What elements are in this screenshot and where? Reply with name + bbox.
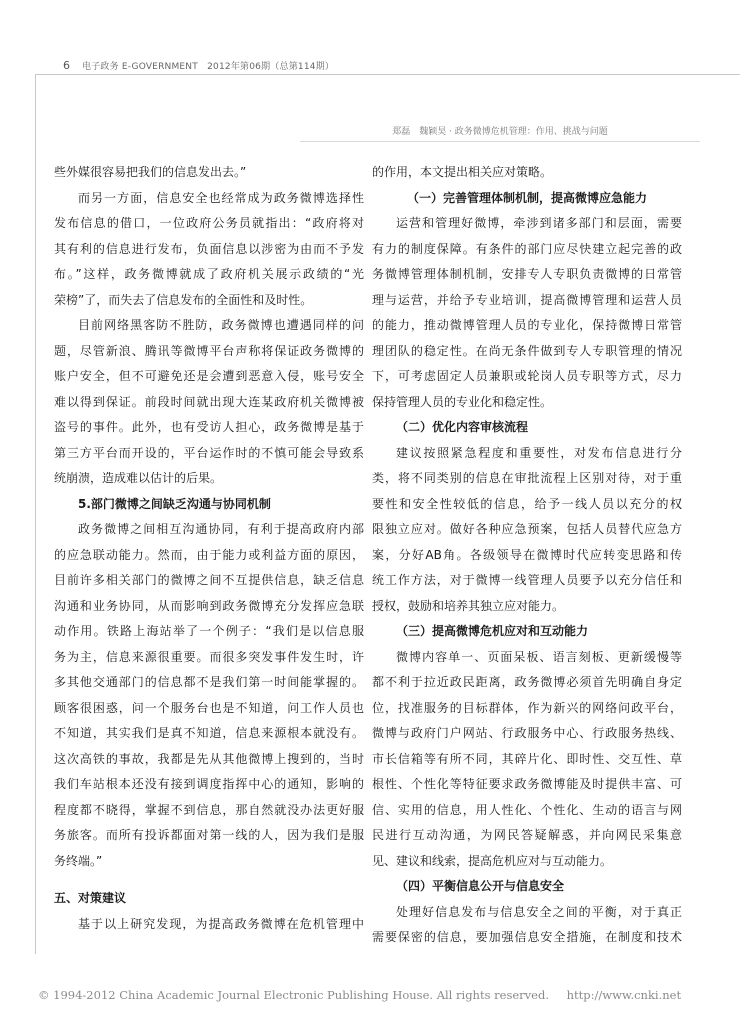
text-line: 顾客很困惑，问一个服务台也是不知道，问工作人员也 bbox=[54, 700, 364, 715]
text-line: 处理好信息发布与信息安全之间的平衡，对于真正 bbox=[396, 904, 682, 919]
text-line: 民进行互动沟通，为网民答疑解惑，并向网民采集意 bbox=[372, 828, 682, 842]
text-line: 难以得到保证。前段时间就出现大连某政府机关微博被 bbox=[54, 394, 364, 409]
text-line: 务为主，信息来源很重要。而很多突发事件发生时，许 bbox=[54, 649, 364, 664]
running-title: 郑磊 魏颖昊 · 政务微博危机管理：作用、挑战与问题 bbox=[392, 127, 608, 137]
text-line: 微博与政府门户网站、行政服务中心、行政服务热线、 bbox=[372, 726, 682, 740]
header-rule bbox=[35, 74, 740, 75]
section-heading: （三）提高微博危机应对和互动能力 bbox=[396, 624, 589, 638]
text-line: 目前许多相关部门的微博之间不互提供信息，缺乏信息 bbox=[54, 573, 364, 587]
copyright-text: © 1994-2012 China Academic Journal Electronic Publishing House. All rights reserved. bbox=[38, 988, 549, 1002]
section-heading: 五、对策建议 bbox=[54, 891, 127, 905]
journal-header: 电子政务 E-GOVERNMENT 2012年第06期（总第114期） bbox=[82, 62, 335, 72]
cnki-link[interactable]: http://www.cnki.net bbox=[566, 988, 682, 1002]
text-line: 而另一方面，信息安全也经常成为政务微博选择性 bbox=[78, 190, 364, 205]
text-line: 荣榜”了，而失去了信息发布的全面性和及时性。 bbox=[54, 292, 313, 307]
text-line: 理与运营，并给予专业培训，提高微博管理和运营人员 bbox=[372, 292, 682, 307]
text-line: 运营和管理好微博，牵涉到诸多部门和层面，需要 bbox=[396, 216, 682, 230]
text-line: 案，分好AB角。各级领导在微博时代应转变思路和传 bbox=[372, 547, 682, 562]
text-line: 其有利的信息进行发布，负面信息以涉密为由而不予发 bbox=[54, 241, 364, 256]
running-title-rule bbox=[300, 141, 700, 142]
text-line: 些外媒很容易把我们的信息发出去。” bbox=[54, 165, 247, 179]
paragraph-gap bbox=[54, 874, 364, 886]
margin-rule-vertical bbox=[35, 74, 36, 954]
text-line: 下，可考虑固定人员兼职或轮岗人员专职等方式，尽力 bbox=[372, 369, 682, 383]
text-line: 要性和安全性较低的信息，给予一线人员以充分的权 bbox=[372, 496, 682, 511]
text-line: 统工作方法，对于微博一线管理人员要予以充分信任和 bbox=[372, 573, 682, 587]
text-line: 都不利于拉近政民距离，政务微博必须首先明确自身定 bbox=[372, 675, 682, 689]
section-heading: 5.部门微博之间缺乏沟通与协同机制 bbox=[78, 496, 271, 511]
text-line: 目前网络黑客防不胜防，政务微博也遭遇同样的问 bbox=[78, 318, 364, 332]
copyright-footer bbox=[38, 988, 681, 1002]
text-line: 程度都不晓得，掌握不到信息，那自然就没办法更好服 bbox=[54, 802, 364, 817]
section-heading: （二）优化内容审核流程 bbox=[396, 420, 529, 434]
text-line: 类，将不同类别的信息在审批流程上区别对待，对于重 bbox=[372, 471, 682, 485]
text-line: 需要保密的信息，要加强信息安全措施，在制度和技术 bbox=[372, 930, 682, 944]
text-line: 的作用，本文提出相关应对策略。 bbox=[372, 165, 553, 179]
text-line: 政务微博之间相互沟通协同，有利于提高政府内部 bbox=[78, 522, 364, 536]
text-line: 这次高铁的事故，我都是先从其他微博上搜到的，当时 bbox=[54, 751, 364, 766]
section-heading: （四）平衡信息公开与信息安全 bbox=[396, 879, 565, 893]
text-line: 信、实用的信息，用人性化、个性化、生动的语言与网 bbox=[372, 802, 682, 817]
text-line: 微博内容单一、页面呆板、语言刻板、更新缓慢等 bbox=[396, 649, 682, 664]
text-line: 保持管理人员的专业化和稳定性。 bbox=[372, 394, 553, 409]
page-number: 6 bbox=[63, 59, 70, 72]
text-line: 布。”这样，政务微博就成了政府机关展示政绩的“光 bbox=[54, 267, 364, 281]
text-line: 位，找准服务的目标群体，作为新兴的网络问政平台， bbox=[372, 700, 682, 715]
text-line: 有力的制度保障。有条件的部门应尽快建立起完善的政 bbox=[372, 241, 682, 256]
right-column bbox=[372, 160, 682, 951]
text-line: 第三方平台而开设的，平台运作时的不慎可能会导致系 bbox=[54, 445, 364, 460]
text-line: 动作用。铁路上海站举了一个例子：“我们是以信息服 bbox=[54, 624, 364, 638]
left-column bbox=[54, 160, 364, 937]
text-line: 务旅客。而所有投诉都面对第一线的人，因为我们是服 bbox=[54, 828, 364, 842]
text-line: 我们车站根本还没有接到调度指挥中心的通知，影响的 bbox=[54, 777, 364, 791]
text-line: 沟通和业务协同，从而影响到政务微博充分发挥应急联 bbox=[54, 598, 364, 613]
text-line: 的应急联动能力。然而，由于能力或利益方面的原因， bbox=[54, 547, 364, 562]
text-line: 盗号的事件。此外，也有受访人担心，政务微博是基于 bbox=[54, 420, 364, 434]
text-line: 发布信息的借口，一位政府公务员就指出：“政府将对 bbox=[54, 216, 364, 230]
text-line: 限独立应对。做好各种应急预案，包括人员替代应急方 bbox=[372, 522, 682, 536]
text-line: 建议按照紧急程度和重要性，对发布信息进行分 bbox=[396, 445, 682, 460]
text-line: 理团队的稳定性。在尚无条件做到专人专职管理的情况 bbox=[372, 343, 682, 358]
text-line: 统崩溃，造成难以估计的后果。 bbox=[54, 471, 223, 485]
text-line: 市长信箱等有所不同，其碎片化、即时性、交互性、草 bbox=[372, 751, 682, 766]
text-line: 根性、个性化等特征要求政务微博能及时提供丰富、可 bbox=[372, 777, 682, 791]
text-line: 务微博管理体制机制，安排专人专职负责微博的日常管 bbox=[372, 267, 682, 281]
text-line: 题，尽管新浪、腾讯等微博平台声称将保证政务微博的 bbox=[54, 343, 364, 358]
text-line: 账户安全，但不可避免还是会遭到恶意入侵，账号安全 bbox=[54, 369, 364, 383]
text-line: 授权，鼓励和培养其独立应对能力。 bbox=[372, 598, 565, 613]
text-line: 基于以上研究发现，为提高政务微博在危机管理中 bbox=[78, 916, 364, 931]
text-line: 务终端。” bbox=[54, 853, 103, 868]
text-line: 多其他交通部门的信息都不是我们第一时间能掌握的。 bbox=[54, 675, 364, 689]
text-line: 的能力，推动微博管理人员的专业化，保持微博日常管 bbox=[372, 318, 682, 332]
text-line: 见、建议和线索，提高危机应对与互动能力。 bbox=[372, 853, 613, 868]
text-line: 不知道，其实我们是真不知道，信息来源根本就没有。 bbox=[54, 726, 364, 740]
section-heading: （一）完善管理体制机制，提高微博应急能力 bbox=[406, 190, 647, 205]
